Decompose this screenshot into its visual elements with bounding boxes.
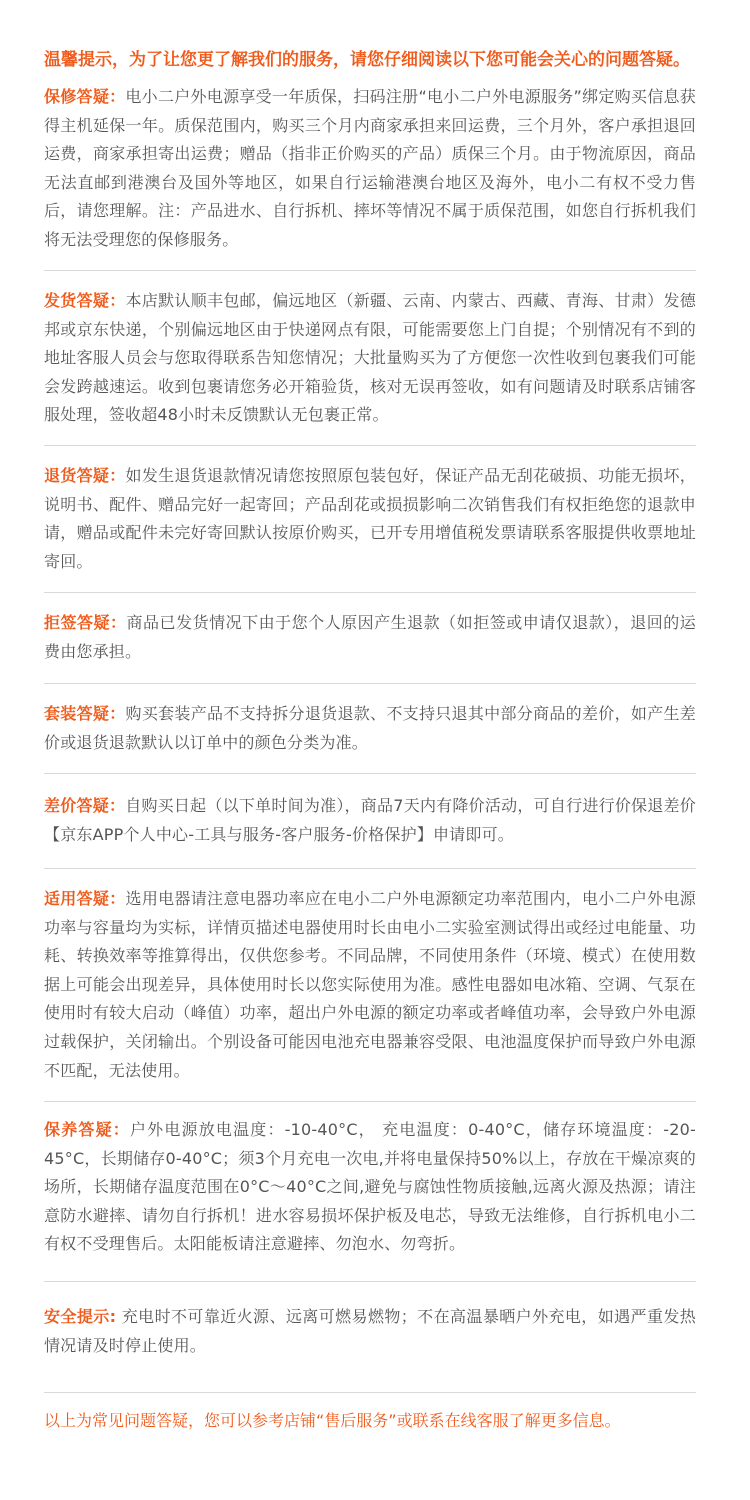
divider	[44, 1281, 696, 1282]
faq-shipping	[44, 287, 696, 430]
faq-label: 安全提示:	[44, 1307, 117, 1326]
faq-label: 发货答疑：	[44, 291, 126, 310]
divider	[44, 1101, 696, 1102]
faq-label: 适用答疑：	[44, 889, 126, 908]
faq-return	[44, 462, 696, 576]
faq-text: 购买套装产品不支持拆分退货退款、不支持只退其中部分商品的差价，如产生差价或退货退款默认以订单中的颜色分类为准。	[44, 704, 696, 752]
faq-text: 户外电源放电温度：-10-40°C， 充电温度：0-40°C，储存环境温度：-20-45°C，长期储存0-40°C；须3个月充电一次电,并将电量保持50%以上，存放在干燥凉爽的场所，长期储存温度范围在0°C～40°C之间,避免与腐蚀性物质接触,远离火源及热源；请注意防水避摔、请勿自行拆机！进水容易损坏保护板及电芯，导致无法维修，自行拆机电小二有权不受理售后。太阳能板请注意避摔、勿泡水、勿弯折。	[44, 1120, 696, 1254]
divider	[44, 683, 696, 684]
faq-label: 保修答疑：	[44, 87, 126, 106]
safety-notice	[44, 1303, 696, 1360]
faq-text: 自购买日起（以下单时间为准），商品7天内有降价活动，可自行进行价保退差价【京东APP个人中心-工具与服务-客户服务-价格保护】申请即可。	[44, 796, 696, 844]
divider	[44, 445, 696, 446]
faq-maintenance	[44, 1116, 696, 1259]
divider	[44, 592, 696, 593]
faq-price-difference	[44, 792, 696, 849]
divider	[44, 868, 696, 869]
faq-text: 充电时不可靠近火源、远离可燃易燃物；不在高温暴晒户外充电，如遇严重发热情况请及时停止使用。	[44, 1307, 696, 1355]
divider	[44, 270, 696, 271]
faq-reject	[44, 609, 696, 666]
faq-label: 保养答疑：	[44, 1120, 130, 1139]
faq-text: 商品已发货情况下由于您个人原因产生退款（如拒签或申请仅退款），退回的运费由您承担。	[44, 613, 696, 661]
faq-text: 选用电器请注意电器功率应在电小二户外电源额定功率范围内，电小二户外电源功率与容量均为实标，详情页描述电器使用时长由电小二实验室测试得出或经过电能量、功耗、转换效率等推算得出，仅供您参考。不同品牌，不同使用条件（环境、模式）在使用数据上可能会出现差异，具体使用时长以您实际使用为准。感性电器如电冰箱、空调、气泵在使用时有较大启动（峰值）功率，超出户外电源的额定功率或者峰值功率，会导致户外电源过载保护，关闭输出。个别设备可能因电池充电器兼容受限、电池温度保护而导致户外电源不匹配，无法使用。	[44, 889, 696, 1080]
faq-text: 电小二户外电源享受一年质保，扫码注册“电小二户外电源服务”绑定购买信息获得主机延保一年。质保范围内，购买三个月内商家承担来回运费，三个月外，客户承担退回运费，商家承担寄出运费；赠品（指非正价购买的产品）质保三个月。由于物流原因，商品无法直邮到港澳台及国外等地区，如果自行运输港澳台地区及海外，电小二有权不受力售后，请您理解。注：产品进水、自行拆机、摔坏等情况不属于质保范围，如您自行拆机我们将无法受理您的保修服务。	[44, 87, 696, 249]
footer-note: 以上为常见问题答疑，您可以参考店铺“售后服务”或联系在线客服了解更多信息。	[44, 1411, 621, 1430]
faq-applicability	[44, 885, 696, 1085]
faq-text: 本店默认顺丰包邮，偏远地区（新疆、云南、内蒙古、西藏、青海、甘肃）发德邦或京东快递，个别偏远地区由于快递网点有限，可能需要您上门自提；个别情况有不到的地址客服人员会与您取得联系告知您情况；大批量购买为了方便您一次性收到包裹我们可能会发跨越速运。收到包裹请您务必开箱验货，核对无误再签收，如有问题请及时联系店铺客服处理，签收超48小时未反馈默认无包裹正常。	[44, 291, 696, 425]
faq-label: 拒签答疑：	[44, 613, 127, 632]
divider	[44, 1392, 696, 1393]
faq-bundle	[44, 700, 696, 757]
faq-warranty	[44, 83, 696, 255]
intro-notice: 温馨提示，为了让您更了解我们的服务，请您仔细阅读以下您可能会关心的问题答疑。	[44, 50, 690, 70]
faq-label: 差价答疑：	[44, 796, 126, 815]
faq-label: 退货答疑：	[44, 466, 126, 485]
divider	[44, 773, 696, 774]
faq-label: 套装答疑：	[44, 704, 126, 723]
faq-text: 如发生退货退款情况请您按照原包装包好，保证产品无刮花破损、功能无损坏，说明书、配件、赠品完好一起寄回；产品刮花或损损影响二次销售我们有权拒绝您的退款申请，赠品或配件未完好寄回默认按原价购买，已开专用增值税发票请联系客服提供收票地址寄回。	[44, 466, 696, 571]
